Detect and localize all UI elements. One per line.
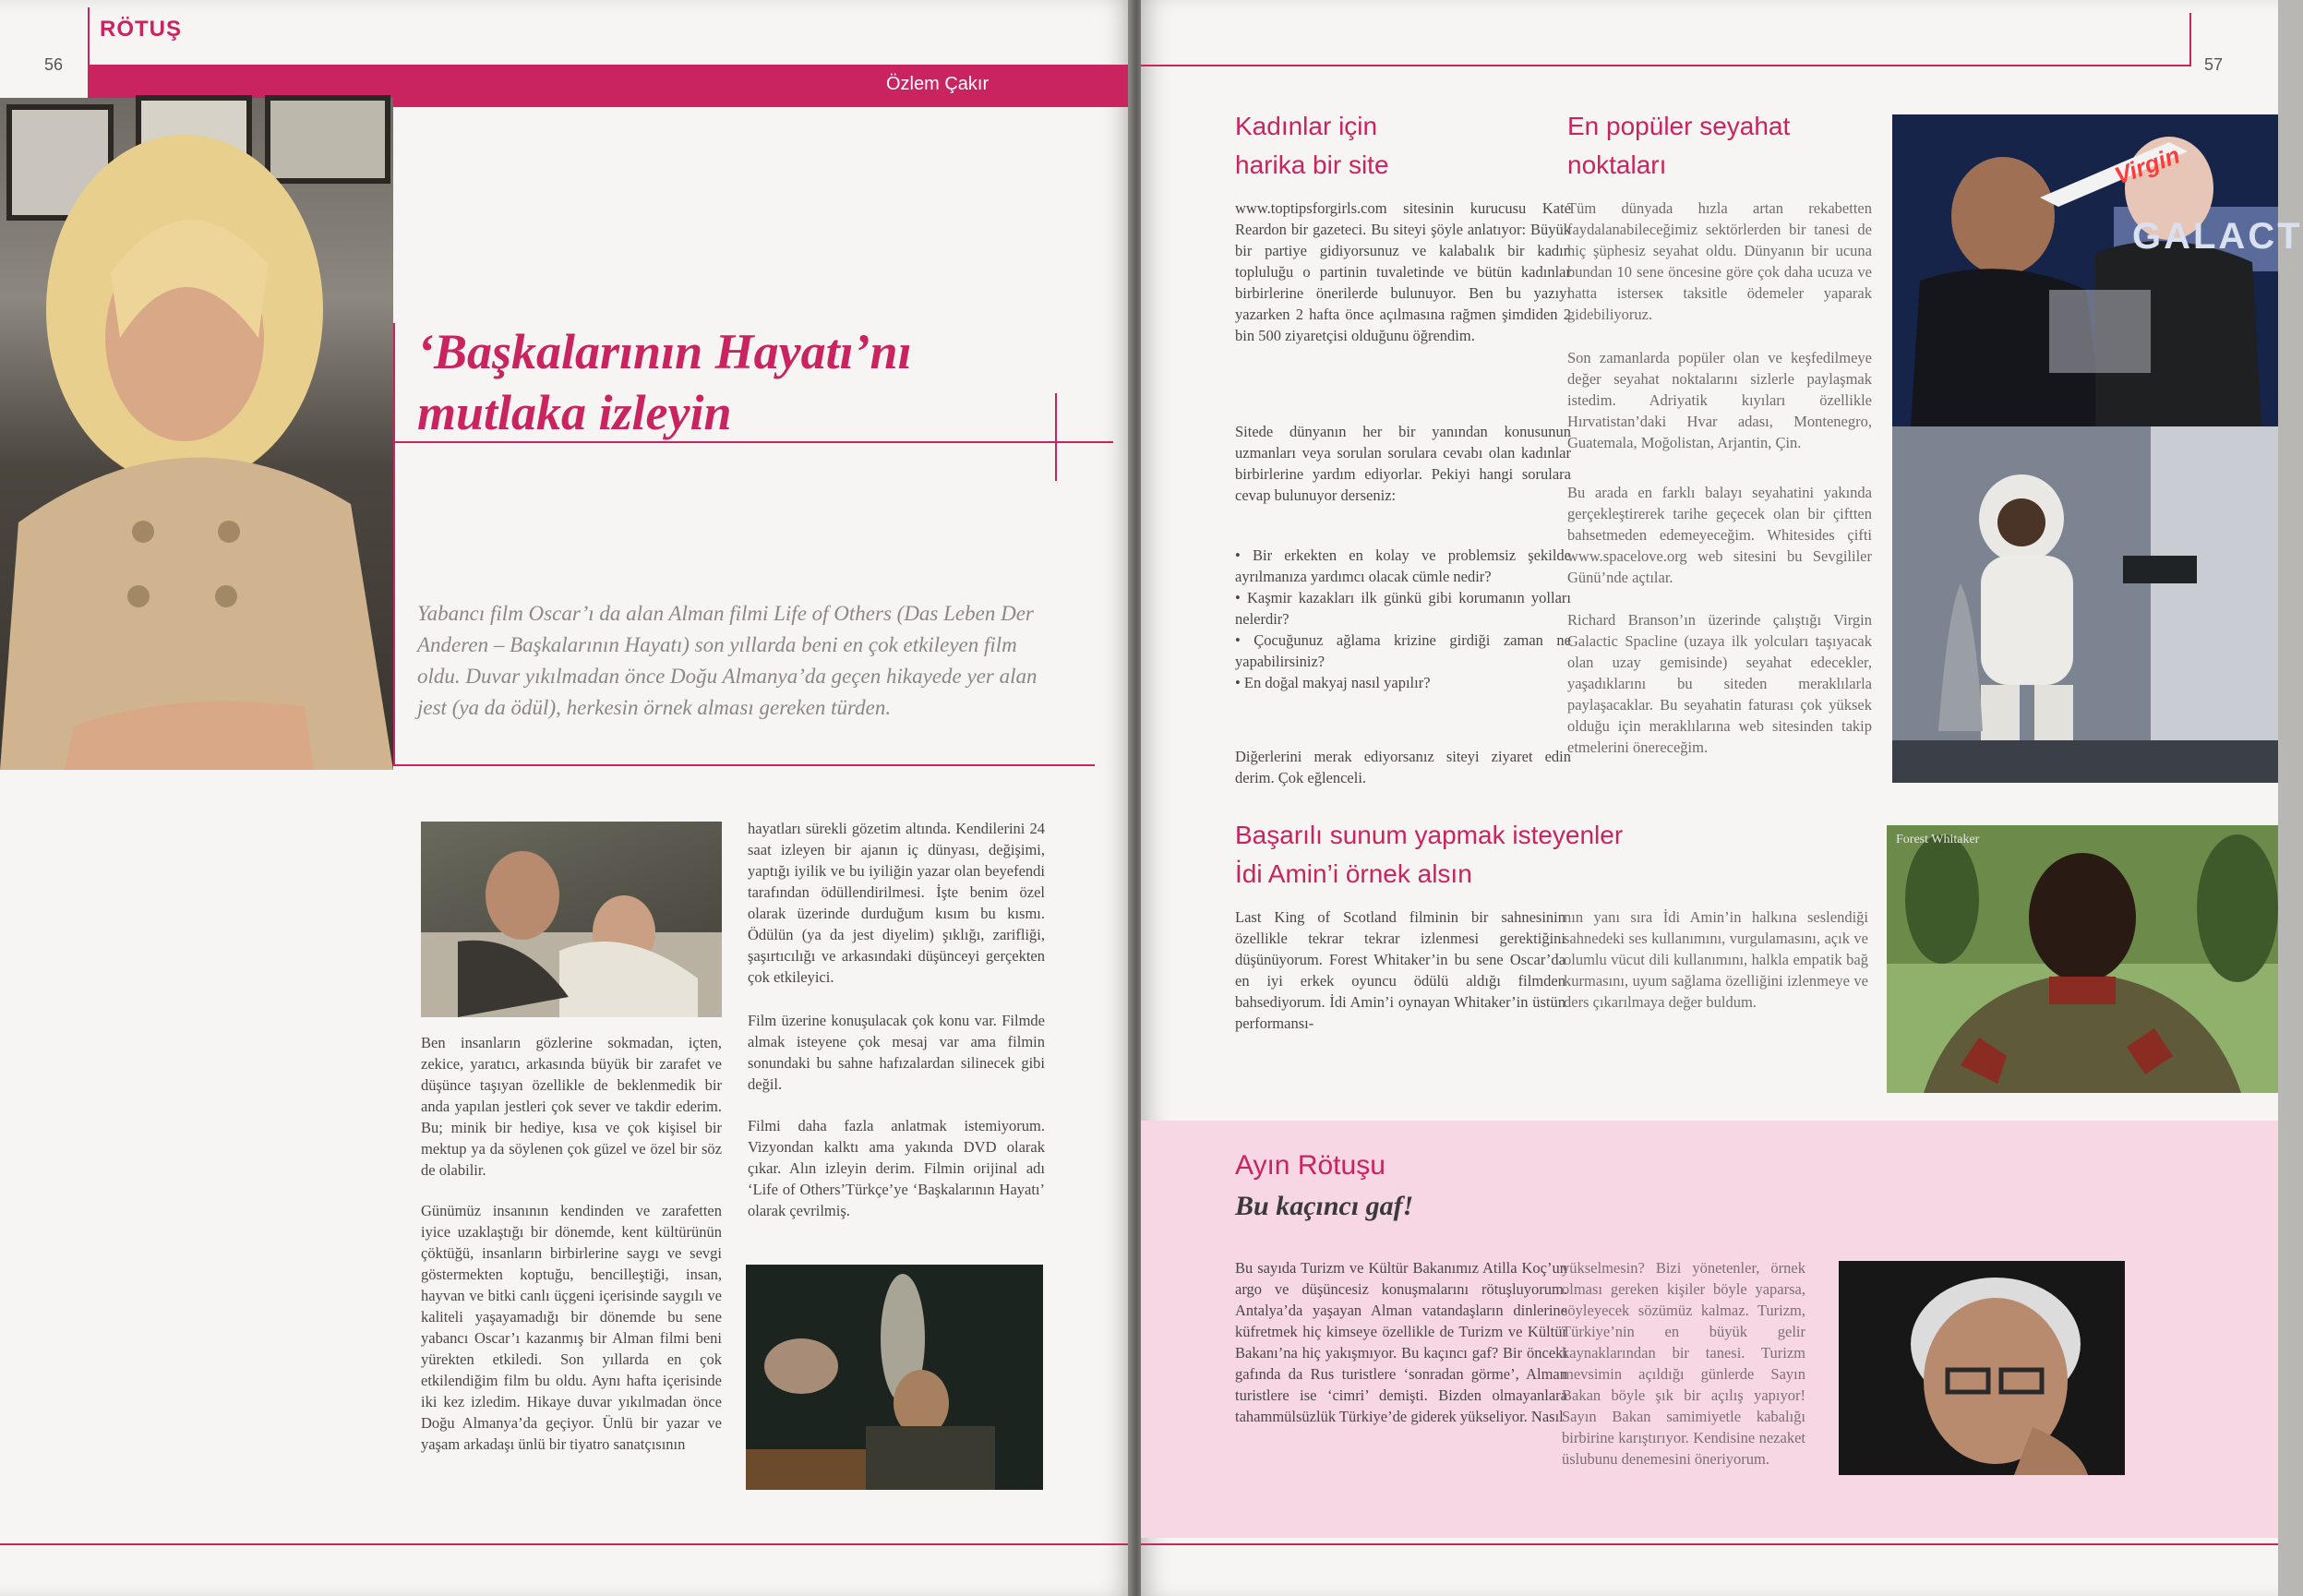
ayin-rotusu-subtitle: Bu kaçıncı gaf! bbox=[1235, 1191, 1414, 1221]
site-paragraph1: www.toptipsforgirls.com sitesinin kurucusu Kate Reardon bir gazeteci. Bu siteyi şöyle anlatıyor: Büyük bir partiye gidiyorsunuz ve kalabalık bir kadın topluluğu o partinin tuvaletinde ve bütün kadınlar birbirlerine önerilerde bulunuyor. Ben bu yazıyı yazarken 2 hafta önce açılmasına rağmen şimdiden 2 bin 500 ziyaretçisi olduğunu öğrendim. bbox=[1235, 199, 1571, 344]
right-top-rule bbox=[1141, 65, 2189, 66]
site-bullet: • Kaşmir kazakları ilk günkü gibi korumanın yolları nelerdir? bbox=[1235, 589, 1571, 628]
site-bullet-list bbox=[1235, 545, 1571, 693]
travel-paragraph1: Tüm dünyada hızla artan rekabetten faydalanabileceğimiz sektörlerden bir tanesi de hiç şüphesiz seyahat oldu. Dünyanın bir ucuna bundan 10 sene öncesine göre çok daha ucuza ve hatta isterseк taksitle ödemeler yaparak gidebiliyoruz. bbox=[1567, 199, 1872, 323]
article-intro: Yabancı film Oscar’ı da alan Alman filmi Life of Others (Das Leben Der Anderen – Başkalarının Hayatı) son yıllarda beni en çok etkileyen film oldu. Duvar yıkılmadan önce Doğu Almanya’da geçen hikayede yer alan jest (ya da ödül), herkesin örnek alması gereken türden. bbox=[417, 602, 1038, 719]
right-page bbox=[1141, 0, 2303, 1596]
film-still-couple bbox=[421, 822, 722, 1017]
virgin-sign: Virgin bbox=[2110, 140, 2184, 190]
sunum-column1: Last King of Scotland filminin bir sahnesinin özellikle tekrar tekrar izlenmesi gerektiğini düşünüyorum. Forest Whitaker’in bu sene Oscar’da en iyi erkek oyuncu ödülü aldığı filmden bahsediyorum. İdi Amin’i oynayan Whitaker’in üstün performansı- bbox=[1235, 908, 1565, 1032]
section-label: RÖTUŞ bbox=[100, 17, 182, 42]
site-article-title-line1: Kadınlar için bbox=[1235, 112, 1378, 140]
title-side-rule bbox=[1055, 393, 1057, 481]
column1-paragraph2: Günümüz insanının kendinden ve zarafetten iyice uzaklaştığı bir dönemde, kent kültürünün çöktüğü, insanların birbirlerine saygı ve sevgi göstermekten koptuğu, bencilleştiği, insan, hayvan ve bitki canlı üçgeni içerisinde saygılı ve kaliteli yaşayamadığı bir dönemde bu sene yabancı Oscar’ı kazanmış bir Alman filmi beni yürekten etkiledi. Son yıllarda en çok etkilendiğim film bu oldu. Aynı hafta içerisinde iki kez izledim. Hikaye duvar yıkılmadan önce Doğu Almanya’da geçiyor. Ünlü bir yazar ve yaşam arkadaşı ünlü bir tiyatro sanatçısının bbox=[421, 1202, 722, 1453]
site-paragraph2: Sitede dünyanın her bir yanından konusunun uzmanları veya sorulan sorulara cevabı olan kadınlar birbirlerine yardım ediyorlar. Pekiyi hangi sorulara cevap bulunuyor derseniz: bbox=[1235, 423, 1571, 504]
left-footer-rule bbox=[0, 1543, 1132, 1545]
column2-paragraph2: Film üzerine konuşulacak çok konu var. Filmde almak isteyene çok mesaj var ama filmin sonundaki bu sahne hafızalardan silinecek gibi değil. bbox=[748, 1012, 1045, 1093]
minister-photo bbox=[1839, 1261, 2125, 1475]
intro-underline bbox=[393, 764, 1095, 766]
film-still-reading bbox=[746, 1265, 1043, 1490]
site-bullet: • En doğal makyaj nasıl yapılır? bbox=[1235, 674, 1431, 691]
virgin-galactic-photo bbox=[1892, 114, 2303, 426]
site-bullet: • Bir erkekten en kolay ve problemsiz şekilde ayrılmanıza yardımcı olacak cümle nedir? bbox=[1235, 546, 1571, 585]
title-underline bbox=[393, 441, 1113, 443]
page-number-right: 57 bbox=[2204, 55, 2224, 74]
travel-title-line2: noktaları bbox=[1567, 150, 1667, 179]
ayin-column1: Bu sayıda Turizm ve Kültür Bakanımız Atilla Koç’un argo ve düşüncesiz konuşmalarını rötuşluyorum. Antalya’da yaşayan Alman vatandaşların dinlerine küfretmek hiç kimseye özellikle de Turizm ve Kültür Bakanı’na hiç yakışmıyor. Bu kaçıncı gaf? Bir önceki gafında da Rus turistlere ‘sonradan görme’, Alman turistlere ise ‘cimri’ demişti. Bizden olmayanlara tahammülsüzlük Türkiye’de giderek yükseliyor. Nasıl bbox=[1235, 1259, 1567, 1425]
sunum-article-title bbox=[1235, 816, 1623, 894]
travel-paragraph4: Richard Branson’ın üzerinde çalıştığı Virgin Galactic Spacline (uzaya ilk yolcuları taşıyacak olan uzay gemisinde) seyahat edecekler, yaşadıklarını bu siteden meraklılarla paylaşacaklar. Bu seyahatin faturası çok yüksek olduğu için meraklılarına web sitesinden takip etmelerini önereceğim. bbox=[1567, 611, 1872, 756]
site-article-title-line2: harika bir site bbox=[1235, 150, 1389, 179]
travel-paragraph3: Bu arada en farklı balayı seyahatini yakında gerçekleştirerek tarihe geçecek olan bir çiftten bahsetmeden edemeyeceğim. Whitesides çifti www.spacelove.org web sitesini bu Sevgililer Günü’nde açtılar. bbox=[1567, 484, 1872, 586]
site-article-title bbox=[1235, 107, 1389, 185]
sunum-title-line2: İdi Amin’i örnek alsın bbox=[1235, 859, 1472, 888]
right-footer-rule bbox=[1141, 1543, 2278, 1545]
forest-whitaker-photo bbox=[1887, 825, 2278, 1093]
column1-paragraph1: Ben insanların gözlerine sokmadan, içten, zekice, yaratıcı, arkasında büyük bir zarafet ve düşünce taşıyan özellikle de beklenmedik bir anda yapılan jestleri çok sever ve takdir ederim. Bu; minik bir hediye, kısa ve çok kişisel bir mektup ya da söylenen çok güzel ve özel bir söz de olabilir. bbox=[421, 1034, 722, 1179]
travel-title-line1: En popüler seyahat bbox=[1567, 112, 1791, 140]
title-left-rule bbox=[393, 323, 395, 766]
site-paragraph3: Diğerlerini merak ediyorsanız siteyi ziyaret edin derim. Çok eğlenceli. bbox=[1235, 748, 1571, 786]
ayin-column2: yükselmesin? Bizi yönetenler, örnek olması gereken kişiler böyle yaparsa, söyleyecek sözümüz kalmaz. Turizm, Türkiye’nin en büyük gelir kaynaklarından bir tanesi. Turizm mevsimin açıldığı günlerde Sayın Bakan böyle şık bir açılış yapıyor! Sayın Bakan samimiyetle kabalığı birbirine karıştırıyor. Kendisine nezaket üslubunu denemesini öneriyorum. bbox=[1562, 1259, 1805, 1468]
site-bullet: • Çocuğunuz ağlama krizine girdiği zaman ne yapabilirsiniz? bbox=[1235, 631, 1571, 670]
sunum-column2: nın yanı sıra İdi Amin’in halkına seslendiği sahnedeki ses kullanımını, vurgulamasını, açık ve olumlu vücut dili kullanımını, halkla empatik bağ kurmasını, uyum sağlama özelliğini izlenmeye ve ders çıkarılmaya değer buldum. bbox=[1564, 908, 1868, 1011]
article-title-line1: ‘Başkalarının Hayatı’nı bbox=[417, 324, 912, 379]
column2-paragraph1: hayatları sürekli gözetim altında. Kendilerini 24 saat izleyen bir ajanın iç dünyası, değişimi, yaptığı iyilik ve bu iyiliğin yazar olan beyefendi tarafından ödüllendirilmesi. İşte benim özel olarak üzerinde durduğum kısım bu kısmı. Ödülün (ya da jest diyelim) şıklığı, zarifliği, şaşırtıcılığı ve arkasındaki düşünceyi gerçekten çok etkileyici. bbox=[748, 820, 1045, 986]
column2-paragraph3: Filmi daha fazla anlatmak istemiyorum. Vizyondan kalktı ama yakında DVD olarak çıkar. Alın izleyin derim. Filmin orijinal adı ‘Life of Others’Türkçe’ye ‘Başkalarının Hayatı’ olarak çevrilmiş. bbox=[748, 1117, 1045, 1219]
travel-article-title bbox=[1567, 107, 1790, 185]
galactic-sign: GALACT bbox=[2132, 216, 2303, 257]
left-page bbox=[0, 0, 1132, 1596]
author-name: Özlem Çakır bbox=[886, 74, 990, 94]
author-portrait bbox=[0, 98, 393, 770]
whitaker-caption: Forest Whitaker bbox=[1896, 833, 1980, 846]
page-number-left: 56 bbox=[44, 55, 64, 74]
article-title-line2: mutlaka izleyin bbox=[417, 385, 732, 440]
travel-paragraph2: Son zamanlarda popüler olan ve keşfedilmeye değer seyahat noktalarını sizlerle paylaşmak istedim. Adriyatik kıyıları özellikle Hırvatistan’daki Hvar adası, Montenegro, Guatemala, Moğolistan, Arjantin, Çin. bbox=[1567, 349, 1872, 451]
article-title bbox=[417, 321, 912, 443]
right-top-vertical-rule bbox=[2189, 13, 2191, 66]
astronaut-photo bbox=[1892, 426, 2278, 783]
ayin-rotusu-title: Ayın Rötuşu bbox=[1235, 1150, 1385, 1181]
sunum-title-line1: Başarılı sunum yapmak isteyenler bbox=[1235, 821, 1624, 849]
ayin-rotusu-box bbox=[1141, 1121, 2278, 1538]
